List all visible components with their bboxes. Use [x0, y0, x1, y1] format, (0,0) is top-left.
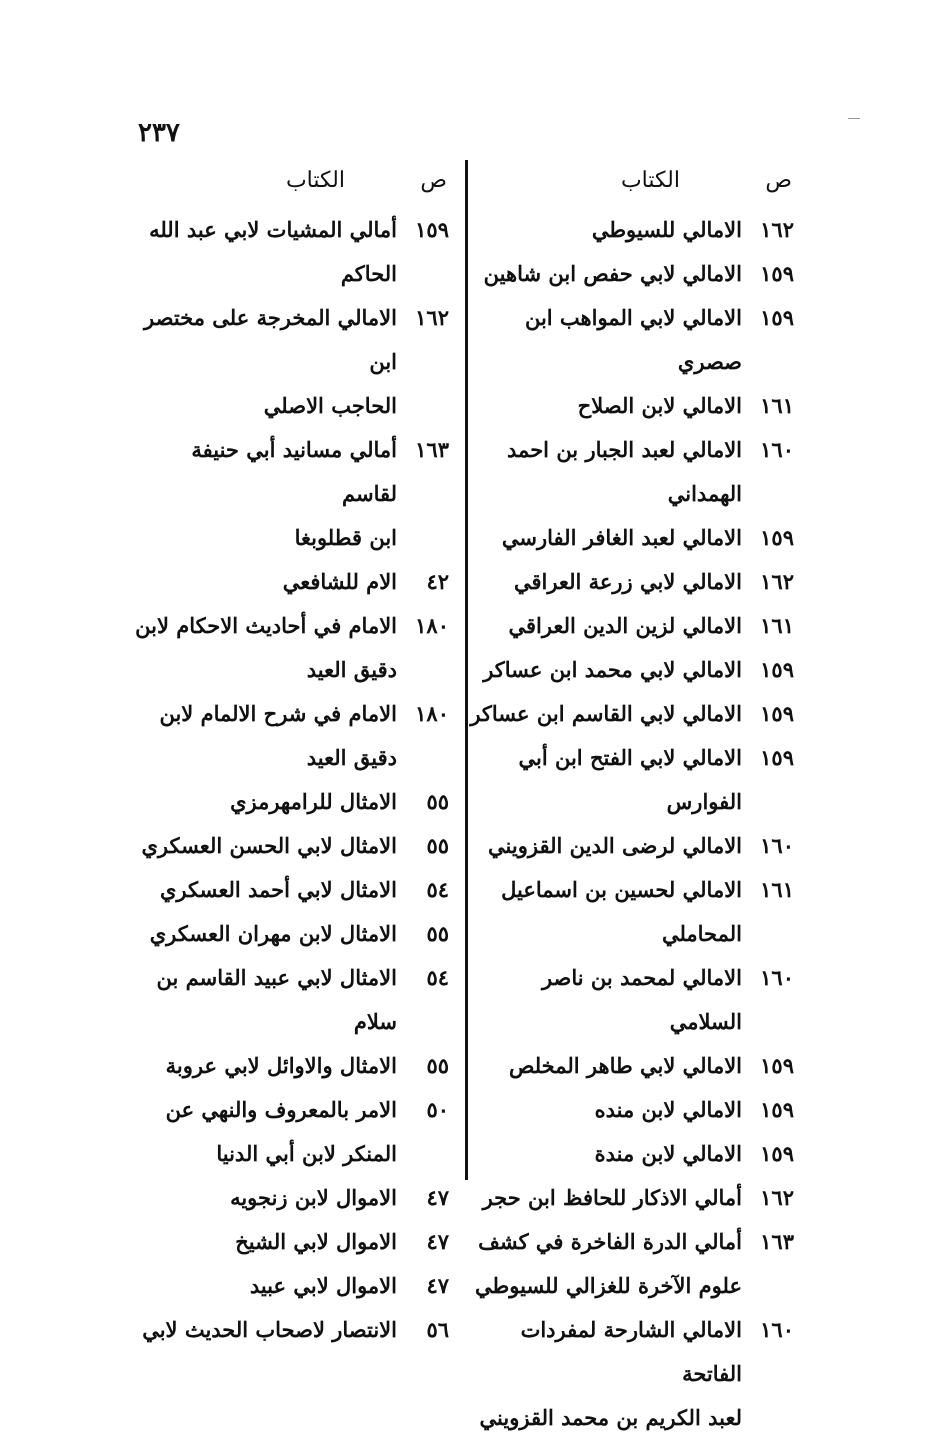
entry-page-number: ١٦٠	[760, 833, 794, 858]
entry-title	[130, 956, 397, 1044]
entry-page-number: ١٦١	[760, 877, 794, 902]
entry-title	[130, 1088, 397, 1176]
entry-title	[470, 648, 742, 692]
entry-title-line: المنكر لابن أبي الدنيا	[216, 1141, 397, 1166]
entry-title-line: الامثال والاوائل لابي عروبة	[165, 1053, 397, 1078]
entry-title-line: الامالي لعبد الجبار بن احمد الهمداني	[507, 437, 742, 506]
index-entry	[130, 1264, 455, 1308]
entry-title-line: الامالي لعبد الغافر الفارسي	[501, 525, 742, 550]
entry-page-number: ١٦٣	[415, 437, 449, 462]
entry-page-number: ٤٢	[426, 569, 449, 594]
entry-page-number: ١٨٠	[415, 613, 449, 638]
entry-title-line: علوم الآخرة للغزالي للسيوطي	[475, 1273, 742, 1298]
entry-title-line: الامالي المخرجة على مختصر ابن	[144, 305, 397, 374]
index-entry	[130, 1088, 455, 1176]
entry-page-number: ١٦١	[760, 613, 794, 638]
entry-title-line: أمالي الدرة الفاخرة في كشف	[478, 1229, 742, 1254]
index-entry	[470, 1308, 800, 1440]
index-entry	[470, 384, 800, 428]
entry-title-line: الامالي لابي طاهر المخلص	[509, 1053, 742, 1078]
index-entry	[470, 428, 800, 516]
page-number: ٢٣٧	[138, 118, 180, 148]
entry-title	[470, 560, 742, 604]
entry-title	[470, 692, 742, 736]
entry-title-line: الامام في شرح الالمام لابن	[159, 701, 397, 726]
entry-page-number: ١٦٢	[415, 305, 449, 330]
entry-page-number: ٥٤	[426, 877, 449, 902]
entry-title-line: الامر بالمعروف والنهي عن	[165, 1097, 397, 1122]
entry-page-number: ٥٥	[426, 1053, 449, 1078]
entry-title-line: الامالي لمحمد بن ناصر السلامي	[541, 965, 742, 1034]
index-entry	[130, 1220, 455, 1264]
entry-title	[130, 428, 397, 560]
entry-title	[470, 1176, 742, 1220]
entry-title-line: ابن قطلوبغا	[294, 525, 397, 550]
entry-title-line: الامالي لرضى الدين القزويني	[488, 833, 742, 858]
entry-page-number: ٤٧	[426, 1273, 449, 1298]
entry-page-number: ١٦٠	[760, 1317, 794, 1342]
entry-title-line: الامالي للسيوطي	[591, 217, 742, 242]
entry-title	[470, 736, 742, 824]
entry-page-number: ١٦٠	[760, 965, 794, 990]
entry-title-line: الامالي لابي حفص ابن شاهين	[483, 261, 742, 286]
entry-page-number: ١٦٠	[760, 437, 794, 462]
index-entry	[130, 1044, 455, 1088]
entry-title	[470, 516, 742, 560]
entry-title	[130, 1220, 397, 1264]
entry-page-number: ١٦١	[760, 393, 794, 418]
index-entry	[470, 692, 800, 736]
index-entry	[130, 428, 455, 560]
entry-title-line: الانتصار لاصحاب الحديث لابي	[142, 1317, 397, 1342]
index-entry	[470, 296, 800, 384]
entry-title	[470, 252, 742, 296]
entry-title	[470, 296, 742, 384]
index-entry	[470, 516, 800, 560]
index-entry	[130, 296, 455, 428]
index-entry	[470, 824, 800, 868]
index-entry	[470, 1132, 800, 1176]
entry-title	[470, 1132, 742, 1176]
entry-title-line: الامالي لحسين بن اسماعيل المحاملي	[501, 877, 742, 946]
entry-page-number: ١٦٢	[760, 569, 794, 594]
index-entry	[130, 912, 455, 956]
index-entry	[130, 208, 455, 296]
entry-title-line: أمالي مسانيد أبي حنيفة لقاسم	[191, 437, 397, 506]
entry-title-line: الامثال للرامهرمزي	[230, 789, 397, 814]
entry-page-number: ١٥٩	[760, 701, 794, 726]
entry-page-number: ١٦٣	[760, 1229, 794, 1254]
entry-title-line: الامالي لابي محمد ابن عساكر	[483, 657, 742, 682]
index-entry	[130, 824, 455, 868]
entry-title	[470, 956, 742, 1044]
index-entry	[130, 956, 455, 1044]
entry-title-line: الامثال لابي الحسن العسكري	[141, 833, 397, 858]
entry-title-line: دقيق العيد	[306, 745, 397, 770]
entry-title	[130, 824, 397, 868]
left-column	[130, 168, 455, 1352]
entry-title-line: الامالي لابن الصلاح	[577, 393, 742, 418]
index-entry	[470, 252, 800, 296]
entry-page-number: ١٦٢	[760, 1185, 794, 1210]
right-column-header	[470, 168, 800, 208]
entry-title	[130, 692, 397, 780]
entry-page-number: ١٥٩	[760, 305, 794, 330]
entry-page-number: ٤٧	[426, 1185, 449, 1210]
entry-title	[470, 384, 742, 428]
index-entry	[470, 1044, 800, 1088]
entry-page-number: ١٥٩	[760, 1097, 794, 1122]
page-column-heading: ص	[765, 168, 792, 193]
entry-title	[470, 208, 742, 252]
book-column-heading: الكتاب	[285, 168, 345, 193]
entry-title	[130, 780, 397, 824]
index-entry	[470, 868, 800, 956]
entry-title-line: أمالي المشيات لابي عبد الله الحاكم	[149, 217, 397, 286]
entry-title-line: الامالي لابن مندة	[594, 1141, 742, 1166]
entry-title	[470, 1308, 742, 1440]
book-column-heading: الكتاب	[620, 168, 680, 193]
index-entry	[130, 868, 455, 912]
index-entry	[130, 692, 455, 780]
entry-title-line: الاموال لابن زنجويه	[230, 1185, 397, 1210]
index-entry	[470, 604, 800, 648]
entry-page-number: ١٥٩	[760, 261, 794, 286]
index-entry	[130, 604, 455, 692]
entry-page-number: ١٥٩	[760, 1141, 794, 1166]
entry-title	[470, 824, 742, 868]
index-entry	[470, 956, 800, 1044]
entry-title	[130, 868, 397, 912]
index-entry	[470, 1220, 800, 1308]
entry-page-number: ١٨٠	[415, 701, 449, 726]
entry-title	[130, 604, 397, 692]
entry-title	[130, 912, 397, 956]
page-column-heading: ص	[420, 168, 447, 193]
entry-title	[470, 868, 742, 956]
entry-title-line: الامالي لابن منده	[594, 1097, 742, 1122]
index-entry	[130, 560, 455, 604]
entry-page-number: ٤٧	[426, 1229, 449, 1254]
entry-title-line: دقيق العيد	[306, 657, 397, 682]
entry-page-number: ١٦٢	[760, 217, 794, 242]
index-entry	[470, 648, 800, 692]
entry-title-line: الامثال لابي عبيد القاسم بن سلام	[156, 965, 397, 1034]
entry-title	[130, 1308, 397, 1352]
entry-title-line: الامالي لابي المواهب ابن صصري	[524, 305, 742, 374]
index-entry	[130, 780, 455, 824]
entry-title-line: الامثال لابن مهران العسكري	[149, 921, 397, 946]
entry-page-number: ٥٦	[426, 1317, 449, 1342]
entry-title-line: أمالي الاذكار للحافظ ابن حجر	[482, 1185, 742, 1210]
index-entry	[470, 736, 800, 824]
entry-title	[470, 1044, 742, 1088]
entry-title	[130, 1044, 397, 1088]
column-divider	[465, 160, 468, 1180]
entry-page-number: ١٥٩	[760, 525, 794, 550]
entry-title	[470, 1088, 742, 1132]
entry-title	[130, 208, 397, 296]
entry-title	[130, 560, 397, 604]
entry-title	[470, 604, 742, 648]
entry-page-number: ١٥٩	[415, 217, 449, 242]
entry-title-line: الاموال لابي الشيخ	[235, 1229, 397, 1254]
index-entry	[470, 208, 800, 252]
entry-title	[470, 1220, 742, 1308]
entry-title-line: الامالي لابي القاسم ابن عساكر	[470, 701, 742, 726]
index-entry	[470, 1176, 800, 1220]
entry-title	[470, 428, 742, 516]
entry-page-number: ١٥٩	[760, 1053, 794, 1078]
entry-title-line: الحاجب الاصلي	[263, 393, 397, 418]
entry-page-number: ٥٠	[426, 1097, 449, 1122]
entry-page-number: ٥٥	[426, 789, 449, 814]
corner-mark	[848, 118, 860, 119]
entry-title-line: الاموال لابي عبيد	[249, 1273, 397, 1298]
entry-page-number: ١٥٩	[760, 745, 794, 770]
entry-page-number: ٥٤	[426, 965, 449, 990]
index-entry	[130, 1176, 455, 1220]
entry-title-line: الام للشافعي	[282, 569, 397, 594]
entry-title-line: الامام في أحاديث الاحكام لابن	[135, 613, 397, 638]
entry-title-line: الامالي لابي زرعة العراقي	[513, 569, 742, 594]
entry-page-number: ١٥٩	[760, 657, 794, 682]
entry-title	[130, 296, 397, 428]
entry-title-line: لعبد الكريم بن محمد القزويني	[479, 1405, 742, 1430]
entry-title-line: الامثال لابي أحمد العسكري	[159, 877, 397, 902]
entry-title-line: الامالي لزين الدين العراقي	[508, 613, 742, 638]
entry-title	[130, 1264, 397, 1308]
right-entries-list	[470, 208, 800, 1440]
entry-title	[130, 1176, 397, 1220]
index-entry	[130, 1308, 455, 1352]
index-entry	[470, 1088, 800, 1132]
right-column	[470, 168, 800, 1440]
entry-page-number: ٥٥	[426, 833, 449, 858]
left-column-header	[130, 168, 455, 208]
index-entry	[470, 560, 800, 604]
entry-page-number: ٥٥	[426, 921, 449, 946]
entry-title-line: الامالي الشارحة لمفردات الفاتحة	[520, 1317, 742, 1386]
entry-title-line: الامالي لابي الفتح ابن أبي الفوارس	[518, 745, 742, 814]
left-entries-list	[130, 208, 455, 1352]
